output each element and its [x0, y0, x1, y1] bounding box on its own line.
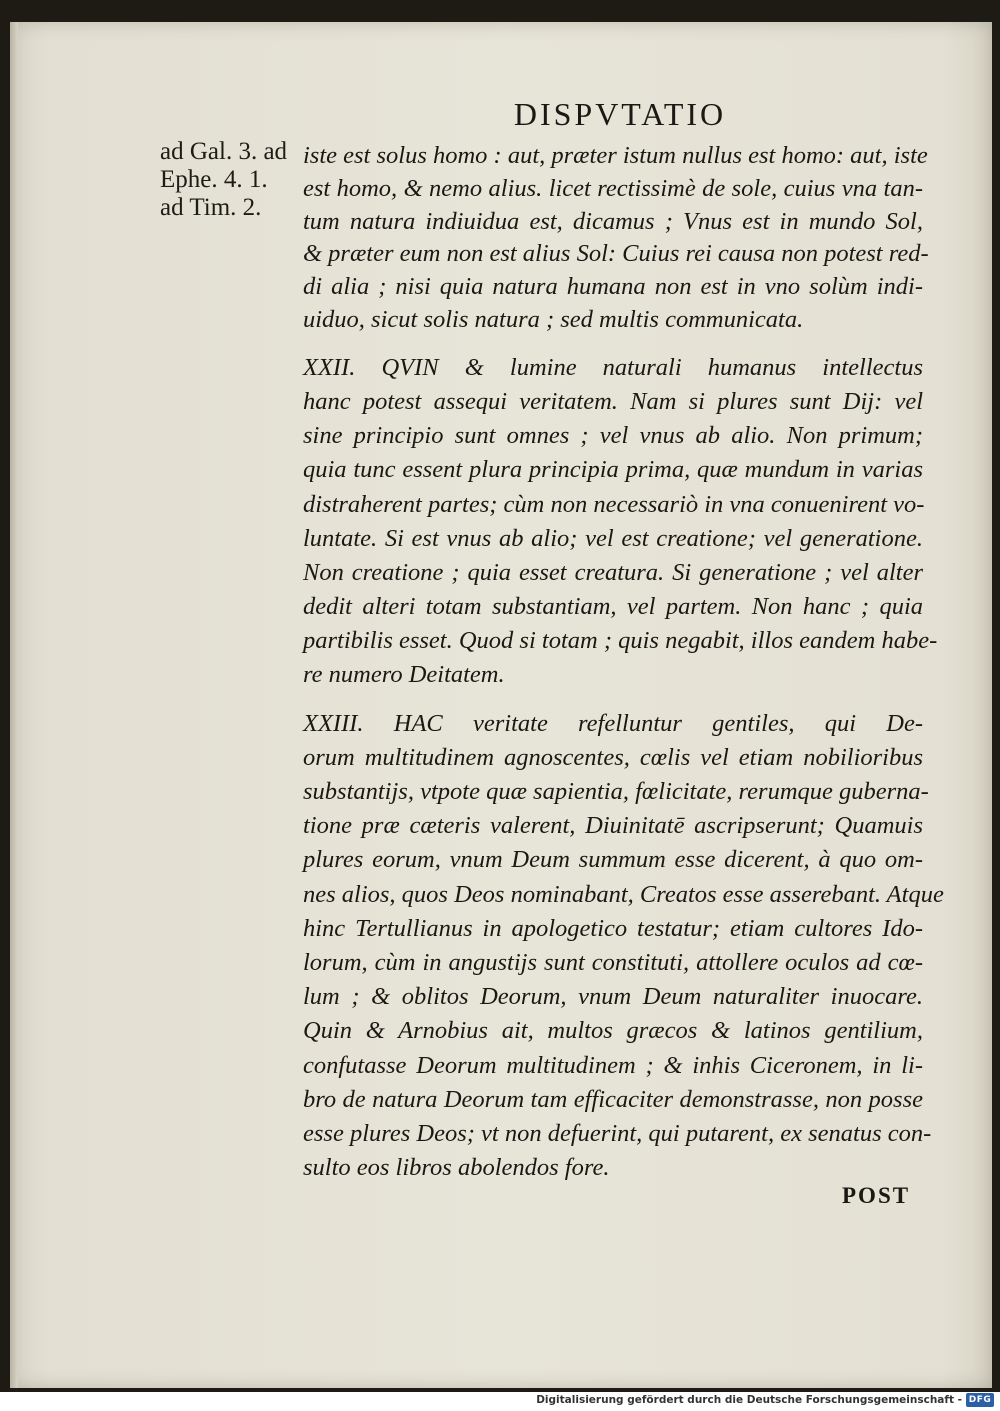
text-line: Quin & Arnobius ait, multos græcos & latinos gentilium,: [303, 1017, 923, 1045]
running-head: DISPVTATIO: [513, 96, 727, 132]
text-line: lum ; & oblitos Deorum, vnum Deum naturaliter inuocare.: [303, 983, 923, 1011]
text-line: confutasse Deorum multitudinem ; & inhis Ciceronem, in li-: [303, 1051, 923, 1079]
text-line: est homo, & nemo alius. licet rectissimè de sole, cuius vna tan-: [303, 174, 923, 202]
marginal-note-line: ad Gal. 3. ad: [160, 138, 288, 165]
text-line: dedit alteri totam substantiam, vel partem. Non hanc ; quia: [303, 593, 923, 621]
text-line: Non creatione ; quia esset creatura. Si generatione ; vel alter: [303, 558, 923, 586]
text-line: & præter eum non est alius Sol: Cuius rei causa non potest red-: [303, 240, 929, 268]
paragraph-xxii: [303, 351, 938, 693]
text-line: esse plures Deos; vt non defuerint, qui putarent, ex senatus con-: [303, 1119, 932, 1147]
text-line: iste est solus homo : aut, præter istum nullus est homo: aut, iste: [303, 142, 928, 169]
page-gutter: [10, 22, 18, 1388]
catchword: POST: [842, 1183, 911, 1208]
marginal-note-line: ad Tim. 2.: [160, 194, 262, 221]
text-line: luntate. Si est vnus ab alio; vel est creatione; vel generatione.: [303, 524, 923, 552]
text-line: bro de natura Deorum tam efficaciter demonstrasse, non posse: [303, 1085, 923, 1113]
text-line: substantijs, vtpote quæ sapientia, fœlicitate, rerumque guberna-: [303, 778, 929, 806]
body-text: [303, 140, 944, 1185]
text-line: sine principio sunt omnes ; vel vnus ab alio. Non primum;: [303, 422, 923, 450]
text-line: re numero Deitatem.: [303, 661, 505, 689]
text-line: hanc potest assequi veritatem. Nam si plures sunt Dij: vel: [303, 387, 923, 415]
text-line: tione præ cæteris valerent, Diuinitatē ascripserunt; Quamuis: [303, 812, 923, 840]
text-line: quia tunc essent plura principia prima, quæ mundum in varias: [303, 456, 923, 484]
text-line: hinc Tertullianus in apologetico testatur; etiam cultores Ido-: [303, 914, 923, 942]
text-line: uiduo, sicut solis natura ; sed multis communicata.: [303, 305, 804, 333]
marginal-note: [160, 138, 300, 222]
text-line: XXII. QVIN & lumine naturali humanus intellectus: [303, 353, 923, 381]
text-line: di alia ; nisi quia natura humana non est in vno solùm indi-: [303, 273, 923, 301]
text-line: sulto eos libros abolendos fore.: [303, 1154, 610, 1182]
text-line: XXIII. HAC veritate refelluntur gentiles, qui De-: [303, 709, 923, 737]
text-line: orum multitudinem agnoscentes, cœlis vel etiam nobilioribus: [303, 743, 923, 771]
text-line: tum natura indiuidua est, dicamus ; Vnus est in mundo Sol,: [303, 207, 923, 235]
footer-credit: Digitalisierung gefördert durch die Deutsche Forschungsgemeinschaft -: [536, 1394, 962, 1406]
marginal-note-line: Ephe. 4. 1.: [160, 166, 268, 193]
text-line: lorum, cùm in angustijs sunt constituti, attollere oculos ad cœ-: [303, 948, 923, 976]
text-line: partibilis esset. Quod si totam ; quis negabit, illos eandem habe-: [303, 627, 938, 655]
paragraph-continuation: [303, 140, 929, 337]
text-line: nes alios, quos Deos nominabant, Creatos esse asserebant. Atque: [303, 880, 944, 908]
text-line: distraherent partes; cùm non necessariò in vna conuenirent vo-: [303, 490, 925, 518]
text-line: plures eorum, vnum Deum summum esse dicerent, à quo om-: [303, 846, 923, 874]
paragraph-xxiii: [303, 707, 944, 1186]
dfg-logo-icon[interactable]: DFG: [966, 1393, 994, 1407]
